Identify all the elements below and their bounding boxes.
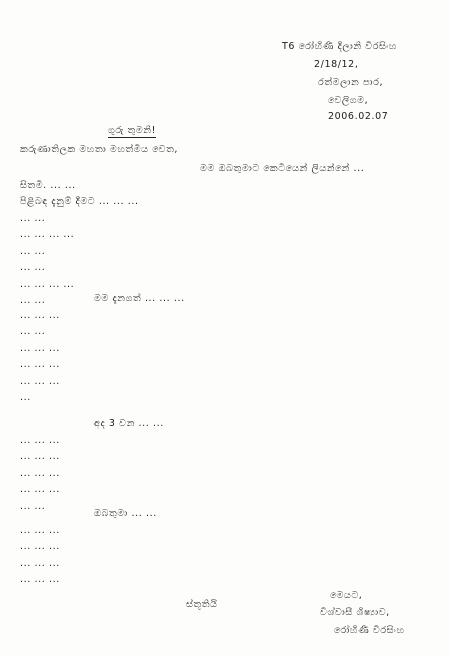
body-line: මම ඔබතුමාට කෙටියෙන් ලියන්නේ ... — [200, 163, 365, 174]
body-line: අද 3 වන ... ... — [94, 418, 164, 429]
body-line: ... ... ... ... — [20, 278, 75, 290]
salutation: ගුරු තුමනි! — [108, 125, 157, 136]
body-line: ඔබතුමා ... ... — [94, 508, 157, 519]
body-line: ... ... — [20, 212, 46, 224]
body-line: ... ... ... — [20, 342, 60, 354]
sender-address-line: 2/18/12, — [314, 59, 359, 70]
body-line: ... ... ... — [20, 434, 60, 446]
body-line: ... — [20, 392, 31, 403]
body-line: ... ... — [20, 326, 46, 337]
sender-address-line: 2006.02.07 — [328, 111, 389, 122]
body-line: ... ... ... — [20, 557, 60, 569]
body-line: ... ... — [20, 262, 46, 273]
body-line: සිතමි. ... ... — [20, 179, 76, 191]
body-line: ... ... ... ... — [20, 229, 75, 240]
body-line: ... ... ... — [20, 375, 60, 387]
sender-address-line: වෙලිගම, — [328, 95, 369, 106]
sender-address-line: T6 රෝහිණී දිලානි වීරසිංහ — [282, 41, 397, 52]
body-line: ... ... ... — [20, 467, 60, 479]
body-line: පිළිබඳ දැනුම් දීමට ... ... ... — [20, 196, 139, 207]
body-line: ... ... ... — [20, 541, 60, 552]
closing: ස්තූතියි — [186, 599, 218, 610]
body-line: ... ... — [20, 245, 46, 257]
body-line: ... ... ... — [20, 524, 60, 536]
body-line: ... ... ... — [20, 574, 60, 585]
body-line: ... ... ... — [20, 451, 60, 462]
body-line: ... ... ... — [20, 484, 60, 495]
sender-address-line: රත්මලාන පාර, — [318, 77, 384, 88]
body-line: ... ... ... — [20, 309, 60, 321]
body-line: ... ... — [20, 500, 46, 512]
signature-label: මෙයට, — [330, 590, 363, 601]
body-line: ... ... ... — [20, 359, 60, 370]
signature-name: විශ්වාසී ශිෂ්‍යාව, — [320, 607, 390, 618]
signature-role: රෝහිණී වීරසිංහ — [334, 625, 405, 636]
body-line: ... ... — [20, 295, 46, 306]
recipient-line: කරුණාතිලක මහතා මහත්මිය වෙත, — [20, 144, 179, 155]
body-line: මම දැනගත් ... ... ... — [94, 293, 185, 304]
